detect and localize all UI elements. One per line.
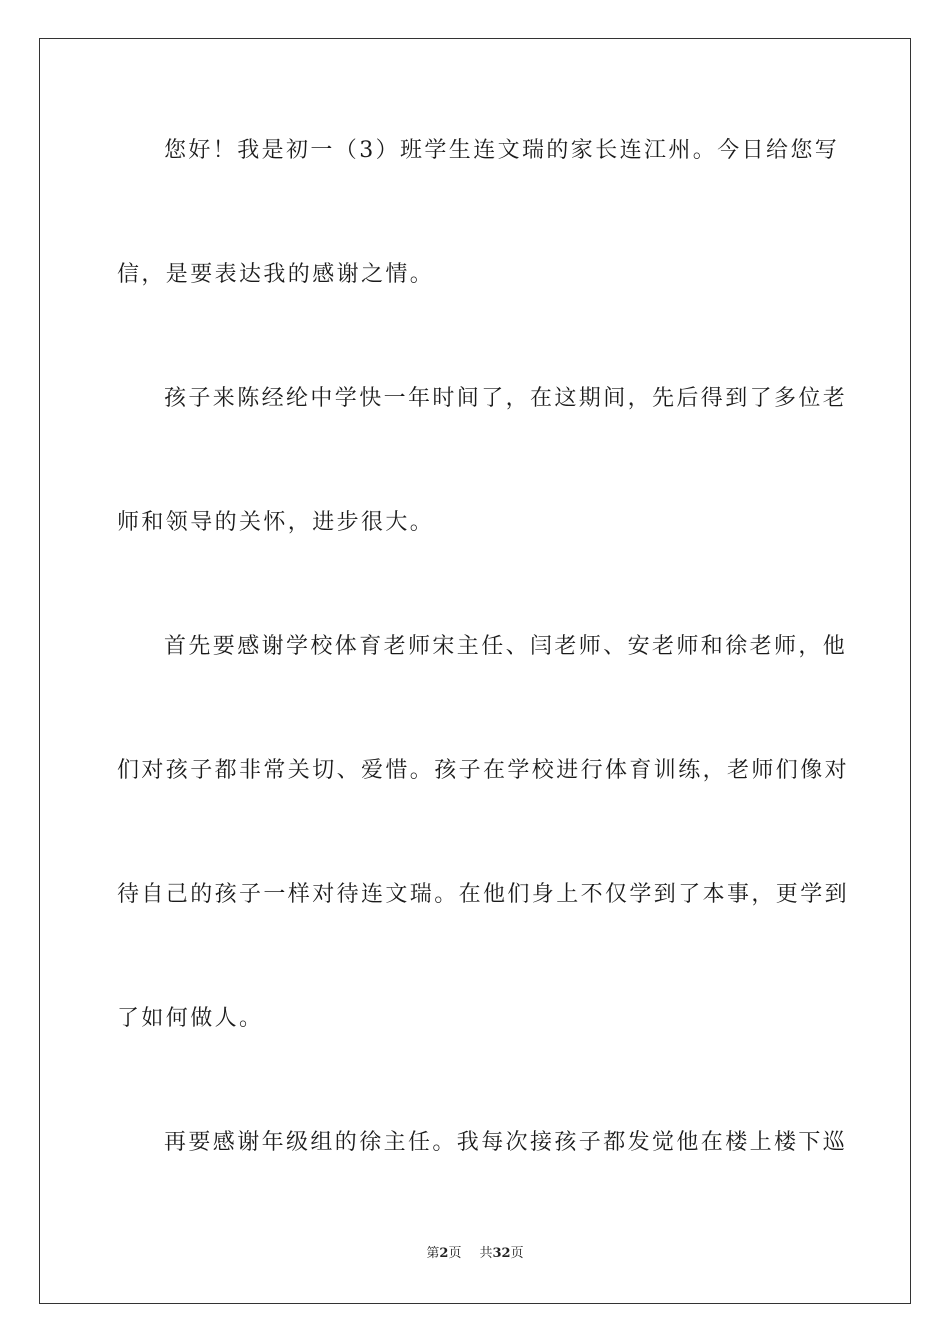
paragraph-line: 们对孩子都非常关切、爱惜。孩子在学校进行体育训练，老师们像对 [117, 758, 850, 783]
total-page-count: 32 [492, 1246, 511, 1261]
total-prefix: 共 [479, 1246, 493, 1261]
paragraph-line: 信，是要表达我的感谢之情。 [117, 262, 435, 287]
paragraph-line: 首先要感谢学校体育老师宋主任、闫老师、安老师和徐老师，他 [164, 634, 848, 659]
paragraph-line: 再要感谢年级组的徐主任。我每次接孩子都发觉他在楼上楼下巡 [164, 1130, 848, 1155]
paragraph-line: 您好！我是初一（3）班学生连文瑞的家长连江州。今日给您写 [164, 138, 840, 163]
paragraph-line: 师和领导的关怀，进步很大。 [117, 510, 435, 535]
page-suffix: 页 [448, 1246, 462, 1261]
paragraph-line: 了如何做人。 [117, 1006, 264, 1031]
page-prefix: 第 [426, 1246, 440, 1261]
paragraph-line: 孩子来陈经纶中学快一年时间了，在这期间，先后得到了多位老 [164, 386, 848, 411]
paragraph-line: 待自己的孩子一样对待连文瑞。在他们身上不仅学到了本事，更学到 [117, 882, 850, 907]
page-border [39, 38, 911, 1304]
current-page-number: 2 [439, 1246, 449, 1261]
page-footer [0, 1245, 950, 1263]
total-suffix: 页 [510, 1246, 524, 1261]
